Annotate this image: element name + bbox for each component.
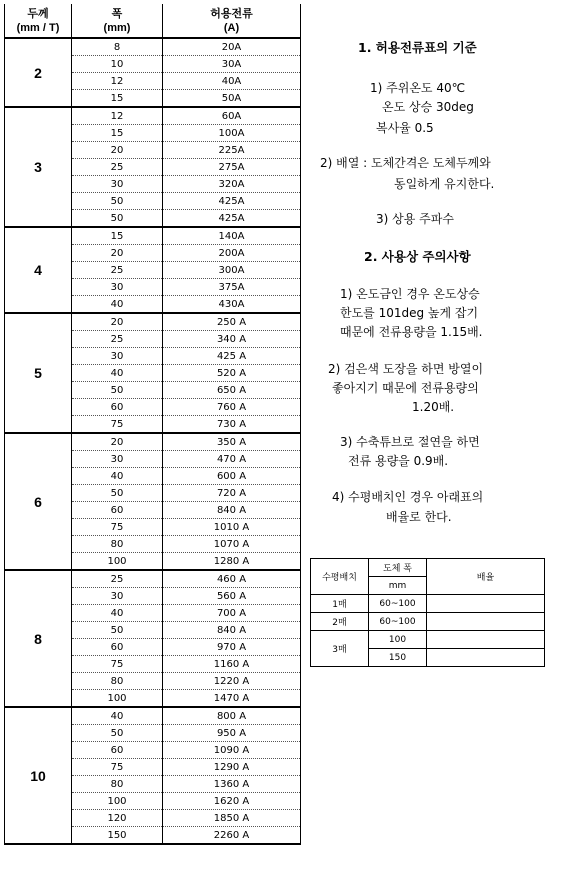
thickness-cell: 8 <box>5 570 72 707</box>
current-cell: 1620 A <box>163 793 301 810</box>
current-cell: 1280 A <box>163 553 301 571</box>
row-label: 2매 <box>311 613 369 631</box>
table-row <box>5 38 301 56</box>
current-cell: 60A <box>163 107 301 125</box>
width-cell: 15 <box>72 227 163 245</box>
row-width: 60~100 <box>369 595 427 613</box>
caution-line: 1) 온도금인 경우 온도상승 <box>340 287 480 301</box>
current-cell: 520 A <box>163 365 301 382</box>
caution-line: 배율로 한다. <box>386 510 452 524</box>
width-cell: 120 <box>72 810 163 827</box>
current-cell: 970 A <box>163 639 301 656</box>
width-cell: 12 <box>72 73 163 90</box>
row-label: 1매 <box>311 595 369 613</box>
table-row <box>5 570 301 588</box>
current-cell: 275A <box>163 159 301 176</box>
current-cell: 840 A <box>163 622 301 639</box>
width-cell: 50 <box>72 485 163 502</box>
width-cell: 40 <box>72 296 163 314</box>
current-cell: 760 A <box>163 399 301 416</box>
current-cell: 1360 A <box>163 776 301 793</box>
current-cell: 430A <box>163 296 301 314</box>
current-cell: 425 A <box>163 348 301 365</box>
thickness-cell: 5 <box>5 313 72 433</box>
width-cell: 20 <box>72 433 163 451</box>
width-cell: 100 <box>72 690 163 708</box>
unit-header: mm <box>369 577 427 595</box>
current-cell: 470 A <box>163 451 301 468</box>
current-cell: 1850 A <box>163 810 301 827</box>
width-header: 폭 (mm) <box>72 4 163 38</box>
caution-line: 때문에 전류용량을 1.15배. <box>340 325 483 339</box>
table-row <box>5 227 301 245</box>
current-cell: 30A <box>163 56 301 73</box>
current-cell: 560 A <box>163 588 301 605</box>
width-cell: 10 <box>72 56 163 73</box>
current-cell: 1070 A <box>163 536 301 553</box>
current-header: 허용전류 (A) <box>163 4 301 38</box>
width-cell: 80 <box>72 536 163 553</box>
caution-line: 좋아지기 때문에 전류용량의 <box>332 381 479 395</box>
criteria-line: 2) 배열 : 도체간격은 도체두께와 <box>320 156 491 170</box>
layout-header: 수평배치 <box>311 559 369 595</box>
row-width: 60~100 <box>369 613 427 631</box>
current-cell: 1470 A <box>163 690 301 708</box>
current-cell: 50A <box>163 90 301 108</box>
table-body <box>5 38 301 844</box>
current-cell: 250 A <box>163 313 301 331</box>
caution-line: 3) 수축튜브로 절연을 하면 <box>340 435 480 449</box>
width-cell: 8 <box>72 38 163 56</box>
caution-line: 4) 수평배치인 경우 아래표의 <box>332 490 484 504</box>
width-cell: 50 <box>72 725 163 742</box>
current-cell: 800 A <box>163 707 301 725</box>
width-cell: 100 <box>72 793 163 810</box>
row-factor <box>427 649 545 667</box>
current-cell: 650 A <box>163 382 301 399</box>
table-row <box>5 107 301 125</box>
thickness-cell: 2 <box>5 38 72 107</box>
width-cell: 60 <box>72 742 163 759</box>
caution-line: 전류 용량을 0.9배. <box>348 454 449 468</box>
width-cell: 30 <box>72 279 163 296</box>
width-cell: 50 <box>72 210 163 228</box>
width-cell: 50 <box>72 622 163 639</box>
width-cell: 50 <box>72 193 163 210</box>
table-row <box>5 707 301 725</box>
row-width: 150 <box>369 649 427 667</box>
current-cell: 375A <box>163 279 301 296</box>
width-cell: 30 <box>72 348 163 365</box>
width-cell: 100 <box>72 553 163 571</box>
row-label: 3매 <box>311 631 369 667</box>
width-cell: 20 <box>72 313 163 331</box>
criteria-line: 복사율 0.5 <box>376 121 434 135</box>
current-cell: 730 A <box>163 416 301 434</box>
width-cell: 60 <box>72 502 163 519</box>
current-cell: 320A <box>163 176 301 193</box>
current-cell: 1160 A <box>163 656 301 673</box>
current-cell: 720 A <box>163 485 301 502</box>
width-cell: 40 <box>72 605 163 622</box>
width-cell: 12 <box>72 107 163 125</box>
width-cell: 30 <box>72 451 163 468</box>
caution-line: 한도를 101deg 높게 잡기 <box>340 306 479 320</box>
current-cell: 20A <box>163 38 301 56</box>
table-header-row <box>5 4 301 38</box>
current-cell: 600 A <box>163 468 301 485</box>
row-factor <box>427 595 545 613</box>
criteria-line: 3) 상용 주파수 <box>376 212 454 226</box>
thickness-cell: 3 <box>5 107 72 227</box>
caution-line: 2) 검은색 도장을 하면 방열이 <box>328 362 484 376</box>
current-cell: 200A <box>163 245 301 262</box>
criteria-line: 동일하게 유지한다. <box>394 177 495 191</box>
width-cell: 150 <box>72 827 163 845</box>
width-cell: 80 <box>72 673 163 690</box>
current-cell: 460 A <box>163 570 301 588</box>
horizontal-multiplier-table <box>310 558 545 667</box>
current-cell: 1220 A <box>163 673 301 690</box>
criteria-line: 온도 상승 30deg <box>382 100 474 114</box>
current-cell: 950 A <box>163 725 301 742</box>
current-cell: 425A <box>163 210 301 228</box>
width-cell: 75 <box>72 759 163 776</box>
current-cell: 140A <box>163 227 301 245</box>
width-cell: 80 <box>72 776 163 793</box>
row-width: 100 <box>369 631 427 649</box>
thickness-cell: 6 <box>5 433 72 570</box>
allowable-current-table <box>4 4 301 845</box>
current-cell: 700 A <box>163 605 301 622</box>
current-cell: 425A <box>163 193 301 210</box>
current-cell: 1010 A <box>163 519 301 536</box>
current-cell: 840 A <box>163 502 301 519</box>
row-factor <box>427 631 545 649</box>
row-factor <box>427 613 545 631</box>
thickness-header: 두께 (mm / T) <box>5 4 72 38</box>
width-cell: 20 <box>72 245 163 262</box>
width-cell: 40 <box>72 365 163 382</box>
width-cell: 25 <box>72 159 163 176</box>
width-cell: 25 <box>72 331 163 348</box>
width-cell: 30 <box>72 176 163 193</box>
current-cell: 1090 A <box>163 742 301 759</box>
current-cell: 225A <box>163 142 301 159</box>
table-row <box>5 433 301 451</box>
thickness-cell: 10 <box>5 707 72 844</box>
cautions-title: 2. 사용상 주의사항 <box>364 249 471 264</box>
width-cell: 75 <box>72 656 163 673</box>
width-cell: 25 <box>72 570 163 588</box>
current-cell: 350 A <box>163 433 301 451</box>
width-cell: 15 <box>72 125 163 142</box>
width-cell: 60 <box>72 399 163 416</box>
current-cell: 2260 A <box>163 827 301 845</box>
width-cell: 60 <box>72 639 163 656</box>
criteria-line: 1) 주위온도 40℃ <box>370 81 466 95</box>
width-cell: 75 <box>72 519 163 536</box>
table-row <box>5 313 301 331</box>
caution-line: 1.20배. <box>412 400 455 414</box>
width-cell: 15 <box>72 90 163 108</box>
width-cell: 30 <box>72 588 163 605</box>
current-cell: 1290 A <box>163 759 301 776</box>
thickness-cell: 4 <box>5 227 72 313</box>
width-cell: 50 <box>72 382 163 399</box>
current-cell: 100A <box>163 125 301 142</box>
factor-header: 배율 <box>427 559 545 595</box>
width-cell: 40 <box>72 468 163 485</box>
width-cell: 20 <box>72 142 163 159</box>
current-cell: 300A <box>163 262 301 279</box>
width-cell: 40 <box>72 707 163 725</box>
width-header: 도체 폭 <box>369 559 427 577</box>
current-cell: 40A <box>163 73 301 90</box>
width-cell: 25 <box>72 262 163 279</box>
current-cell: 340 A <box>163 331 301 348</box>
width-cell: 75 <box>72 416 163 434</box>
criteria-title: 1. 허용전류표의 기준 <box>358 40 477 55</box>
